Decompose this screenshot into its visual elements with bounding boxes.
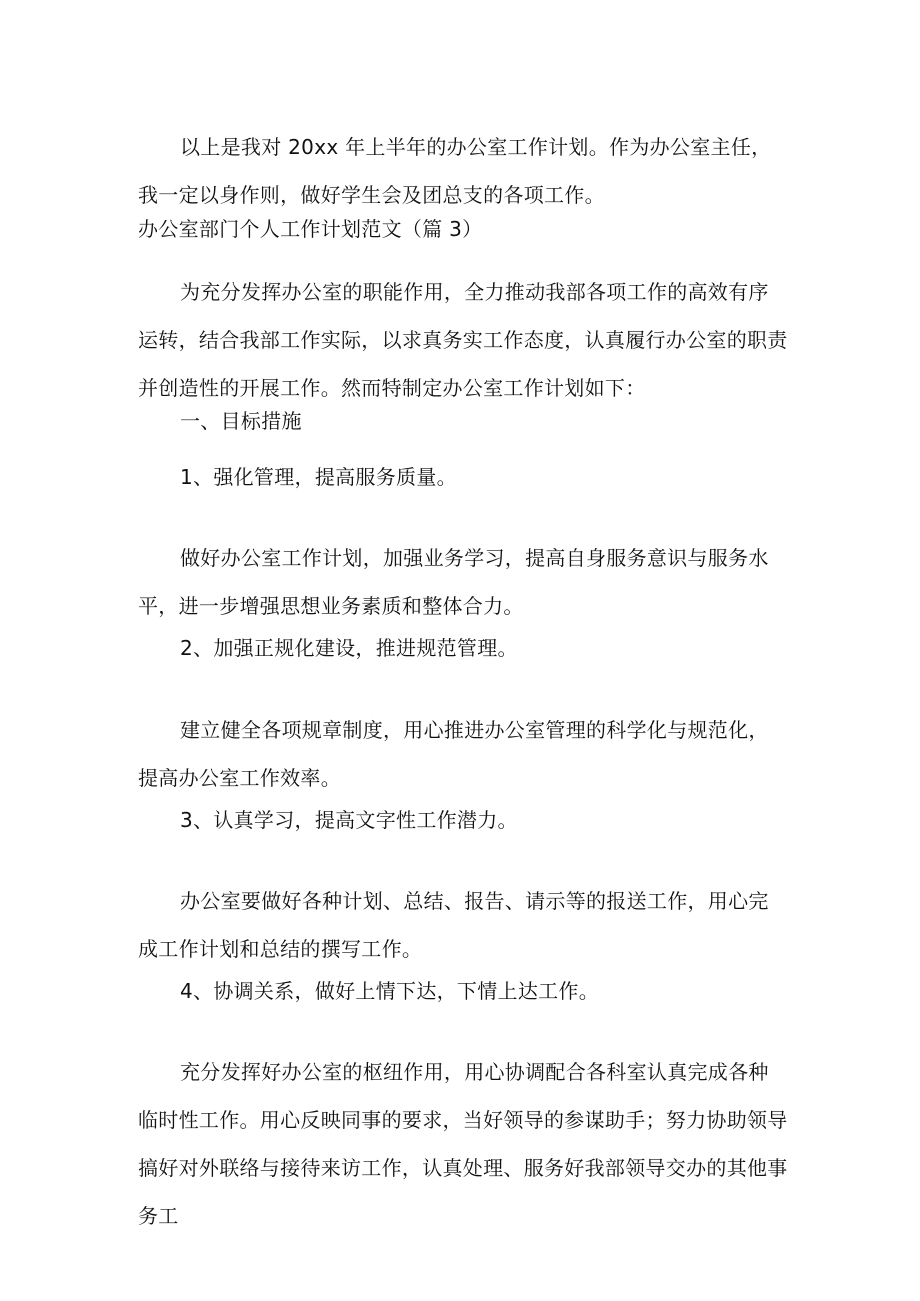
paragraph-purpose: 为充分发挥办公室的职能作用，全力推动我部各项工作的高效有序运转，结合我部工作实际，以求真务实工作态度，认真履行办公室的职责并创造性的开展工作。然而特制定办公室工作计划如下： xyxy=(138,280,788,400)
item-2-title: 2、加强正规化建设，推进规范管理。 xyxy=(180,636,518,660)
item-1-title: 1、强化管理，提高服务质量。 xyxy=(180,465,457,489)
heading-goals-measures: 一、目标措施 xyxy=(180,409,302,433)
item-4-body: 充分发挥好办公室的枢纽作用，用心协调配合各科室认真完成各种临时性工作。用心反映同事的要求，当好领导的参谋助手；努力协助领导搞好对外联络与接待来访工作，认真处理、服务好我部领导交办的其他事务工 xyxy=(138,1060,788,1228)
paragraph-intro: 以上是我对 20xx 年上半年的办公室工作计划。作为办公室主任，我一定以身作则，做好学生会及团总支的各项工作。 xyxy=(138,135,772,207)
item-3-title: 3、认真学习，提高文字性工作潜力。 xyxy=(180,808,518,832)
item-2-body: 建立健全各项规章制度，用心推进办公室管理的科学化与规范化，提高办公室工作效率。 xyxy=(138,718,769,790)
item-1-body: 做好办公室工作计划，加强业务学习，提高自身服务意识与服务水平，进一步增强思想业务素质和整体合力。 xyxy=(138,546,769,618)
item-3-body: 办公室要做好各种计划、总结、报告、请示等的报送工作，用心完成工作计划和总结的撰写工作。 xyxy=(138,889,769,961)
section-title: 办公室部门个人工作计划范文（篇 3） xyxy=(138,217,483,241)
item-4-title: 4、协调关系，做好上情下达，下情上达工作。 xyxy=(180,979,600,1003)
